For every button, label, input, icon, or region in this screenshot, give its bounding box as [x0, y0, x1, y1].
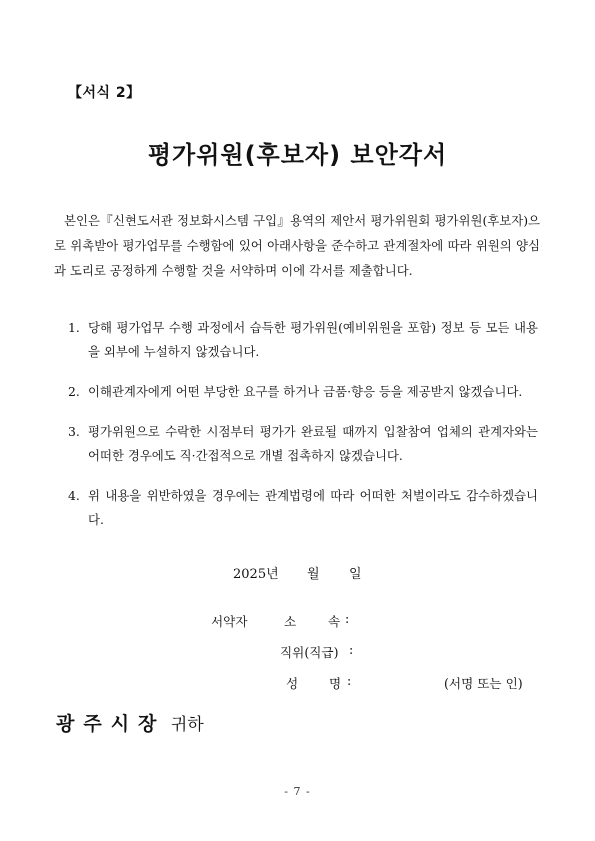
- date-year: 2025년: [233, 567, 279, 582]
- document-title: 평가위원(후보자) 보안각서: [147, 141, 448, 169]
- signer-label: 서약자: [211, 614, 248, 629]
- signature-affiliation-row: [0, 611, 595, 631]
- affiliation-label-part1: 소: [284, 614, 297, 629]
- pledge-text: 이해관계자에게 어떤 부당한 요구를 하거나 금품·향응 등을 제공받지 않겠습니다.: [88, 384, 523, 399]
- pledge-text: 위 내용을 위반하였을 경우에는 관계법령에 따라 어떠한 처벌이라도 감수하겠습니다.: [88, 488, 538, 527]
- pledge-item: [68, 484, 538, 532]
- intro-paragraph: 본인은『신현도서관 정보화시스템 구입』용역의 제안서 평가위원회 평가위원(후보자)으로 위촉받아 평가업무를 수행함에 있어 아래사항을 준수하고 관계절차에 따라 위원의 양심과 도리로 공정하게 수행할 것을 서약하며 이에 각서를 제출합니다.: [54, 213, 540, 278]
- position-label: 직위(직급): [280, 645, 339, 660]
- addressee: [56, 709, 204, 736]
- name-colon: :: [347, 673, 352, 688]
- affiliation-label-part2: 속: [328, 614, 341, 629]
- date-day: 일: [349, 567, 362, 582]
- pledge-item: [68, 420, 538, 468]
- signature-hint: (서명 또는 인): [444, 676, 523, 691]
- position-colon: :: [349, 642, 354, 657]
- pledge-item: [68, 380, 538, 404]
- signature-position-row: [0, 642, 595, 662]
- pledge-item: [68, 316, 538, 364]
- pledge-list: [68, 316, 538, 548]
- pledge-number: 3.: [68, 424, 80, 439]
- name-label-part1: 성: [286, 676, 299, 691]
- addressee-name: 광주시장: [56, 713, 166, 735]
- pledge-text: 평가위원으로 수락한 시점부터 평가가 완료될 때까지 입찰참여 업체의 관계자와는 어떠한 경우에도 직·간접적으로 개별 접촉하지 않겠습니다.: [88, 424, 538, 463]
- signature-name-row: [0, 673, 595, 693]
- pledge-text: 당해 평가업무 수행 과정에서 습득한 평가위원(예비위원을 포함) 정보 등 모든 내용을 외부에 누설하지 않겠습니다.: [88, 320, 538, 359]
- name-label-part2: 명: [329, 676, 342, 691]
- page-number: - 7 -: [284, 785, 311, 798]
- date-line: [0, 563, 595, 583]
- pledge-number: 4.: [68, 488, 80, 503]
- pledge-number: 2.: [68, 384, 80, 399]
- form-label: 【서식 2】: [68, 85, 141, 101]
- affiliation-colon: :: [345, 611, 350, 626]
- pledge-number: 1.: [68, 320, 80, 335]
- date-month: 월: [307, 567, 320, 582]
- addressee-suffix: 귀하: [170, 715, 204, 735]
